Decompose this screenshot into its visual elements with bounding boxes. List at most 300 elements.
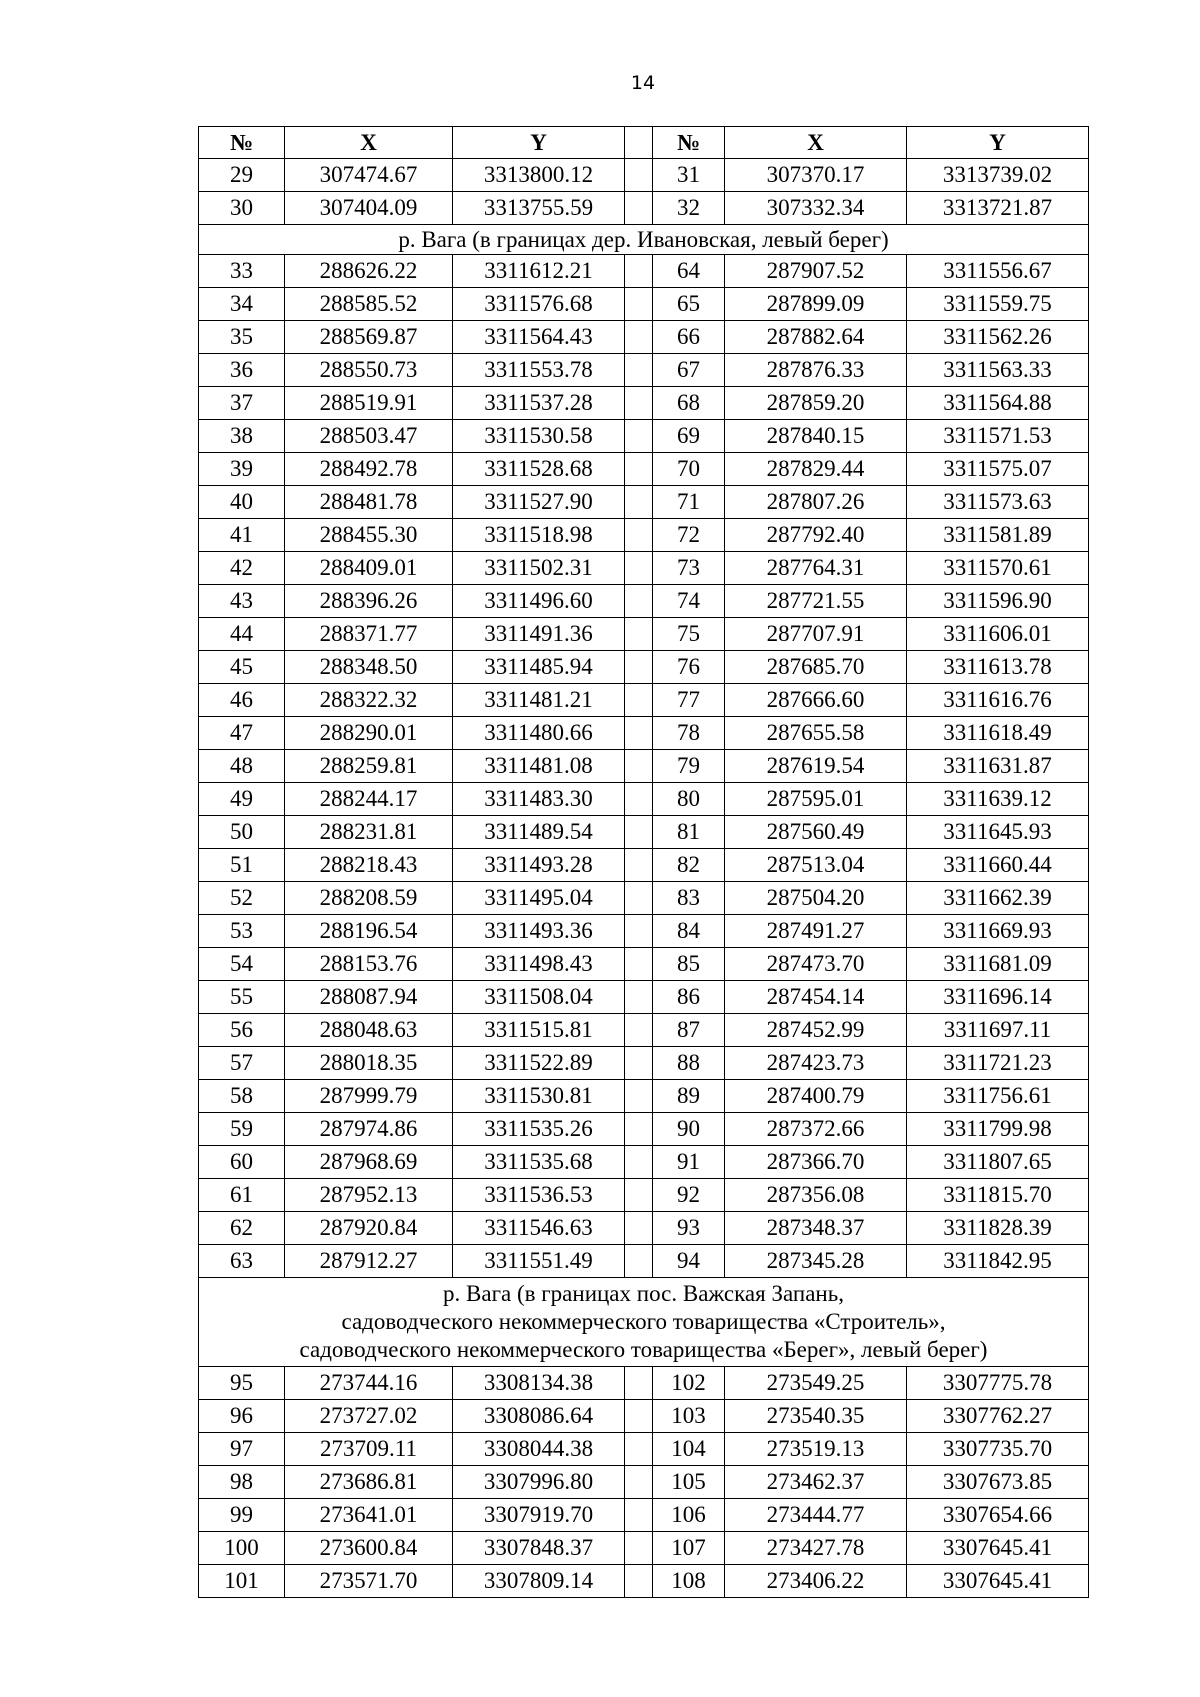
page-number: 14 [630,72,656,94]
spacer-cell [625,192,653,225]
spacer-cell [625,387,653,420]
point-number-left: 41 [199,519,285,552]
table-row [199,519,1089,552]
point-number-right: 84 [653,915,725,948]
x-coord-right: 273427.78 [725,1532,907,1565]
y-coord-left: 3308086.64 [453,1400,625,1433]
point-number-left: 44 [199,618,285,651]
point-number-right: 104 [653,1433,725,1466]
point-number-left: 43 [199,585,285,618]
table-row [199,552,1089,585]
point-number-left: 98 [199,1466,285,1499]
header-number-left: № [199,127,285,159]
point-number-left: 33 [199,255,285,288]
table-row [199,717,1089,750]
y-coord-left: 3311535.26 [453,1113,625,1146]
point-number-right: 94 [653,1245,725,1278]
y-coord-right: 3307775.78 [907,1367,1089,1400]
point-number-left: 100 [199,1532,285,1565]
y-coord-left: 3307848.37 [453,1532,625,1565]
point-number-left: 53 [199,915,285,948]
spacer-cell [625,1047,653,1080]
table-row [199,750,1089,783]
x-coord-right: 287764.31 [725,552,907,585]
point-number-right: 86 [653,981,725,1014]
point-number-left: 38 [199,420,285,453]
section-heading-row [199,1278,1089,1367]
point-number-right: 73 [653,552,725,585]
x-coord-right: 287454.14 [725,981,907,1014]
y-coord-right: 3311573.63 [907,486,1089,519]
x-coord-left: 288585.52 [285,288,453,321]
spacer-cell [625,849,653,882]
coordinates-table [198,126,1089,1598]
x-coord-left: 273727.02 [285,1400,453,1433]
spacer-cell [625,552,653,585]
x-coord-right: 307370.17 [725,159,907,192]
point-number-left: 40 [199,486,285,519]
spacer-cell [625,717,653,750]
point-number-left: 62 [199,1212,285,1245]
x-coord-left: 288455.30 [285,519,453,552]
spacer-cell [625,1113,653,1146]
point-number-left: 36 [199,354,285,387]
point-number-right: 64 [653,255,725,288]
table-header-row [199,127,1089,159]
x-coord-left: 288018.35 [285,1047,453,1080]
header-y-left: Y [453,127,625,159]
y-coord-right: 3307645.41 [907,1565,1089,1598]
point-number-right: 79 [653,750,725,783]
point-number-right: 106 [653,1499,725,1532]
y-coord-left: 3307919.70 [453,1499,625,1532]
point-number-left: 96 [199,1400,285,1433]
spacer-cell [625,1400,653,1433]
y-coord-left: 3311493.36 [453,915,625,948]
point-number-right: 93 [653,1212,725,1245]
spacer-cell [625,981,653,1014]
spacer-cell [625,816,653,849]
table-row [199,1014,1089,1047]
point-number-left: 97 [199,1433,285,1466]
x-coord-right: 287907.52 [725,255,907,288]
point-number-right: 69 [653,420,725,453]
x-coord-left: 288503.47 [285,420,453,453]
section-heading [199,225,1089,255]
point-number-right: 108 [653,1565,725,1598]
y-coord-right: 3311556.67 [907,255,1089,288]
x-coord-left: 288218.43 [285,849,453,882]
point-number-right: 102 [653,1367,725,1400]
spacer-cell [625,321,653,354]
y-coord-right: 3311596.90 [907,585,1089,618]
point-number-right: 90 [653,1113,725,1146]
spacer-cell [625,1499,653,1532]
y-coord-right: 3311639.12 [907,783,1089,816]
x-coord-right: 287423.73 [725,1047,907,1080]
table-row [199,1245,1089,1278]
table-row [199,1113,1089,1146]
x-coord-left: 273744.16 [285,1367,453,1400]
x-coord-right: 287876.33 [725,354,907,387]
point-number-right: 92 [653,1179,725,1212]
y-coord-right: 3311756.61 [907,1080,1089,1113]
x-coord-right: 287829.44 [725,453,907,486]
y-coord-left: 3311537.28 [453,387,625,420]
point-number-left: 29 [199,159,285,192]
x-coord-right: 287452.99 [725,1014,907,1047]
table-row [199,1047,1089,1080]
table-row [199,1400,1089,1433]
point-number-left: 58 [199,1080,285,1113]
y-coord-left: 3311485.94 [453,651,625,684]
x-coord-right: 273549.25 [725,1367,907,1400]
spacer-cell [625,783,653,816]
table-row [199,915,1089,948]
point-number-right: 76 [653,651,725,684]
point-number-right: 87 [653,1014,725,1047]
section-heading [199,1278,1089,1367]
table-row [199,684,1089,717]
point-number-right: 103 [653,1400,725,1433]
x-coord-right: 287707.91 [725,618,907,651]
x-coord-right: 287619.54 [725,750,907,783]
spacer-cell [625,750,653,783]
point-number-right: 75 [653,618,725,651]
spacer-cell [625,618,653,651]
point-number-left: 35 [199,321,285,354]
point-number-right: 83 [653,882,725,915]
spacer-cell [625,159,653,192]
table-row [199,1499,1089,1532]
section-heading-row [199,225,1089,255]
spacer-cell [625,1466,653,1499]
y-coord-right: 3311618.49 [907,717,1089,750]
section-heading-line: р. Вага (в границах дер. Ивановская, левый берег) [398,227,889,252]
x-coord-left: 288550.73 [285,354,453,387]
y-coord-left: 3311498.43 [453,948,625,981]
x-coord-left: 288371.77 [285,618,453,651]
y-coord-right: 3311696.14 [907,981,1089,1014]
x-coord-right: 287345.28 [725,1245,907,1278]
spacer-cell [625,1367,653,1400]
table-row [199,387,1089,420]
y-coord-left: 3308134.38 [453,1367,625,1400]
point-number-left: 42 [199,552,285,585]
x-coord-left: 288396.26 [285,585,453,618]
x-coord-right: 287348.37 [725,1212,907,1245]
spacer-cell [625,684,653,717]
table-row [199,1565,1089,1598]
y-coord-right: 3307735.70 [907,1433,1089,1466]
header-number-right: № [653,127,725,159]
spacer-cell [625,420,653,453]
y-coord-left: 3311480.66 [453,717,625,750]
x-coord-right: 287882.64 [725,321,907,354]
y-coord-left: 3311489.54 [453,816,625,849]
point-number-left: 59 [199,1113,285,1146]
point-number-right: 81 [653,816,725,849]
y-coord-left: 3311546.63 [453,1212,625,1245]
point-number-left: 56 [199,1014,285,1047]
y-coord-right: 3311564.88 [907,387,1089,420]
spacer-cell [625,1179,653,1212]
x-coord-right: 287685.70 [725,651,907,684]
point-number-left: 34 [199,288,285,321]
x-coord-right: 287366.70 [725,1146,907,1179]
point-number-right: 80 [653,783,725,816]
y-coord-left: 3311576.68 [453,288,625,321]
point-number-left: 48 [199,750,285,783]
point-number-right: 91 [653,1146,725,1179]
y-coord-left: 3311530.81 [453,1080,625,1113]
y-coord-left: 3311522.89 [453,1047,625,1080]
point-number-right: 105 [653,1466,725,1499]
x-coord-left: 288244.17 [285,783,453,816]
point-number-right: 71 [653,486,725,519]
x-coord-left: 288259.81 [285,750,453,783]
spacer-cell [625,1014,653,1047]
table-row [199,1433,1089,1466]
x-coord-right: 273406.22 [725,1565,907,1598]
x-coord-right: 287513.04 [725,849,907,882]
spacer-cell [625,1532,653,1565]
x-coord-right: 287400.79 [725,1080,907,1113]
table-row [199,618,1089,651]
y-coord-left: 3313800.12 [453,159,625,192]
x-coord-right: 287595.01 [725,783,907,816]
point-number-right: 82 [653,849,725,882]
table-row [199,192,1089,225]
x-coord-right: 287721.55 [725,585,907,618]
x-coord-left: 288208.59 [285,882,453,915]
x-coord-left: 273641.01 [285,1499,453,1532]
spacer-cell [625,585,653,618]
y-coord-right: 3311631.87 [907,750,1089,783]
x-coord-left: 287912.27 [285,1245,453,1278]
y-coord-left: 3311535.68 [453,1146,625,1179]
point-number-right: 66 [653,321,725,354]
y-coord-right: 3311606.01 [907,618,1089,651]
section-heading-line: садоводческого некоммерческого товарищества «Строитель», [341,1309,946,1334]
spacer-cell [625,651,653,684]
section-heading-line: р. Вага (в границах пос. Важская Запань, [443,1281,844,1306]
point-number-right: 65 [653,288,725,321]
y-coord-right: 3311581.89 [907,519,1089,552]
x-coord-left: 287920.84 [285,1212,453,1245]
y-coord-right: 3311842.95 [907,1245,1089,1278]
y-coord-left: 3311518.98 [453,519,625,552]
x-coord-right: 287504.20 [725,882,907,915]
table-row [199,849,1089,882]
y-coord-right: 3311613.78 [907,651,1089,684]
x-coord-left: 288519.91 [285,387,453,420]
y-coord-left: 3311483.30 [453,783,625,816]
x-coord-left: 273600.84 [285,1532,453,1565]
x-coord-right: 287560.49 [725,816,907,849]
y-coord-right: 3311815.70 [907,1179,1089,1212]
y-coord-left: 3311564.43 [453,321,625,354]
y-coord-right: 3313739.02 [907,159,1089,192]
y-coord-right: 3311662.39 [907,882,1089,915]
point-number-right: 89 [653,1080,725,1113]
y-coord-left: 3311553.78 [453,354,625,387]
table-row [199,321,1089,354]
point-number-left: 51 [199,849,285,882]
y-coord-left: 3311528.68 [453,453,625,486]
spacer-cell [625,486,653,519]
y-coord-left: 3311508.04 [453,981,625,1014]
x-coord-left: 288626.22 [285,255,453,288]
x-coord-right: 273444.77 [725,1499,907,1532]
y-coord-left: 3311481.21 [453,684,625,717]
spacer-cell [625,519,653,552]
y-coord-right: 3311828.39 [907,1212,1089,1245]
x-coord-left: 273686.81 [285,1466,453,1499]
point-number-left: 60 [199,1146,285,1179]
table-row [199,651,1089,684]
table-row [199,1179,1089,1212]
point-number-right: 88 [653,1047,725,1080]
point-number-right: 67 [653,354,725,387]
y-coord-left: 3311496.60 [453,585,625,618]
x-coord-right: 287840.15 [725,420,907,453]
table-row [199,783,1089,816]
x-coord-right: 287655.58 [725,717,907,750]
x-coord-right: 273540.35 [725,1400,907,1433]
x-coord-right: 287372.66 [725,1113,907,1146]
y-coord-left: 3313755.59 [453,192,625,225]
y-coord-right: 3311563.33 [907,354,1089,387]
spacer-cell [625,288,653,321]
point-number-left: 57 [199,1047,285,1080]
y-coord-right: 3311669.93 [907,915,1089,948]
point-number-left: 101 [199,1565,285,1598]
point-number-left: 52 [199,882,285,915]
table-row [199,981,1089,1014]
spacer-cell [625,1080,653,1113]
spacer-cell [625,882,653,915]
point-number-right: 68 [653,387,725,420]
table-body [199,159,1089,1598]
y-coord-right: 3311562.26 [907,321,1089,354]
table-row [199,159,1089,192]
y-coord-right: 3311559.75 [907,288,1089,321]
spacer-cell [625,1146,653,1179]
table-row [199,1367,1089,1400]
spacer-cell [625,453,653,486]
x-coord-left: 273709.11 [285,1433,453,1466]
point-number-right: 78 [653,717,725,750]
table-row [199,1532,1089,1565]
y-coord-left: 3311493.28 [453,849,625,882]
table-row [199,585,1089,618]
point-number-right: 77 [653,684,725,717]
spacer-cell [625,1245,653,1278]
table-row [199,354,1089,387]
y-coord-right: 3311575.07 [907,453,1089,486]
x-coord-left: 288153.76 [285,948,453,981]
y-coord-left: 3307809.14 [453,1565,625,1598]
header-spacer [625,127,653,159]
x-coord-left: 273571.70 [285,1565,453,1598]
x-coord-left: 287999.79 [285,1080,453,1113]
table-row [199,816,1089,849]
point-number-left: 61 [199,1179,285,1212]
y-coord-left: 3311536.53 [453,1179,625,1212]
y-coord-right: 3311570.61 [907,552,1089,585]
y-coord-right: 3311721.23 [907,1047,1089,1080]
x-coord-left: 288196.54 [285,915,453,948]
y-coord-left: 3308044.38 [453,1433,625,1466]
x-coord-right: 287666.60 [725,684,907,717]
x-coord-right: 287356.08 [725,1179,907,1212]
y-coord-left: 3311502.31 [453,552,625,585]
x-coord-right: 307332.34 [725,192,907,225]
header-y-right: Y [907,127,1089,159]
header-x-left: X [285,127,453,159]
x-coord-left: 288231.81 [285,816,453,849]
table-row [199,1146,1089,1179]
table-row [199,1466,1089,1499]
y-coord-right: 3307654.66 [907,1499,1089,1532]
x-coord-left: 287968.69 [285,1146,453,1179]
y-coord-right: 3307673.85 [907,1466,1089,1499]
x-coord-left: 288087.94 [285,981,453,1014]
point-number-left: 99 [199,1499,285,1532]
y-coord-right: 3311697.11 [907,1014,1089,1047]
y-coord-right: 3311799.98 [907,1113,1089,1146]
table-row [199,453,1089,486]
x-coord-left: 307404.09 [285,192,453,225]
point-number-left: 47 [199,717,285,750]
point-number-left: 49 [199,783,285,816]
point-number-left: 46 [199,684,285,717]
y-coord-left: 3311551.49 [453,1245,625,1278]
x-coord-right: 273519.13 [725,1433,907,1466]
x-coord-left: 288492.78 [285,453,453,486]
header-x-right: X [725,127,907,159]
spacer-cell [625,1433,653,1466]
x-coord-right: 273462.37 [725,1466,907,1499]
y-coord-right: 3307645.41 [907,1532,1089,1565]
table-row [199,288,1089,321]
point-number-left: 54 [199,948,285,981]
spacer-cell [625,948,653,981]
y-coord-right: 3307762.27 [907,1400,1089,1433]
x-coord-left: 288409.01 [285,552,453,585]
spacer-cell [625,354,653,387]
point-number-left: 55 [199,981,285,1014]
point-number-right: 72 [653,519,725,552]
section-heading-line: садоводческого некоммерческого товарищества «Берег», левый берег) [299,1337,988,1362]
y-coord-right: 3313721.87 [907,192,1089,225]
point-number-left: 50 [199,816,285,849]
point-number-left: 63 [199,1245,285,1278]
x-coord-left: 288048.63 [285,1014,453,1047]
y-coord-right: 3311807.65 [907,1146,1089,1179]
x-coord-left: 307474.67 [285,159,453,192]
x-coord-left: 288481.78 [285,486,453,519]
y-coord-right: 3311571.53 [907,420,1089,453]
point-number-left: 39 [199,453,285,486]
table-row [199,882,1089,915]
x-coord-right: 287473.70 [725,948,907,981]
y-coord-right: 3311616.76 [907,684,1089,717]
y-coord-left: 3311612.21 [453,255,625,288]
x-coord-left: 287974.86 [285,1113,453,1146]
table-row [199,1212,1089,1245]
